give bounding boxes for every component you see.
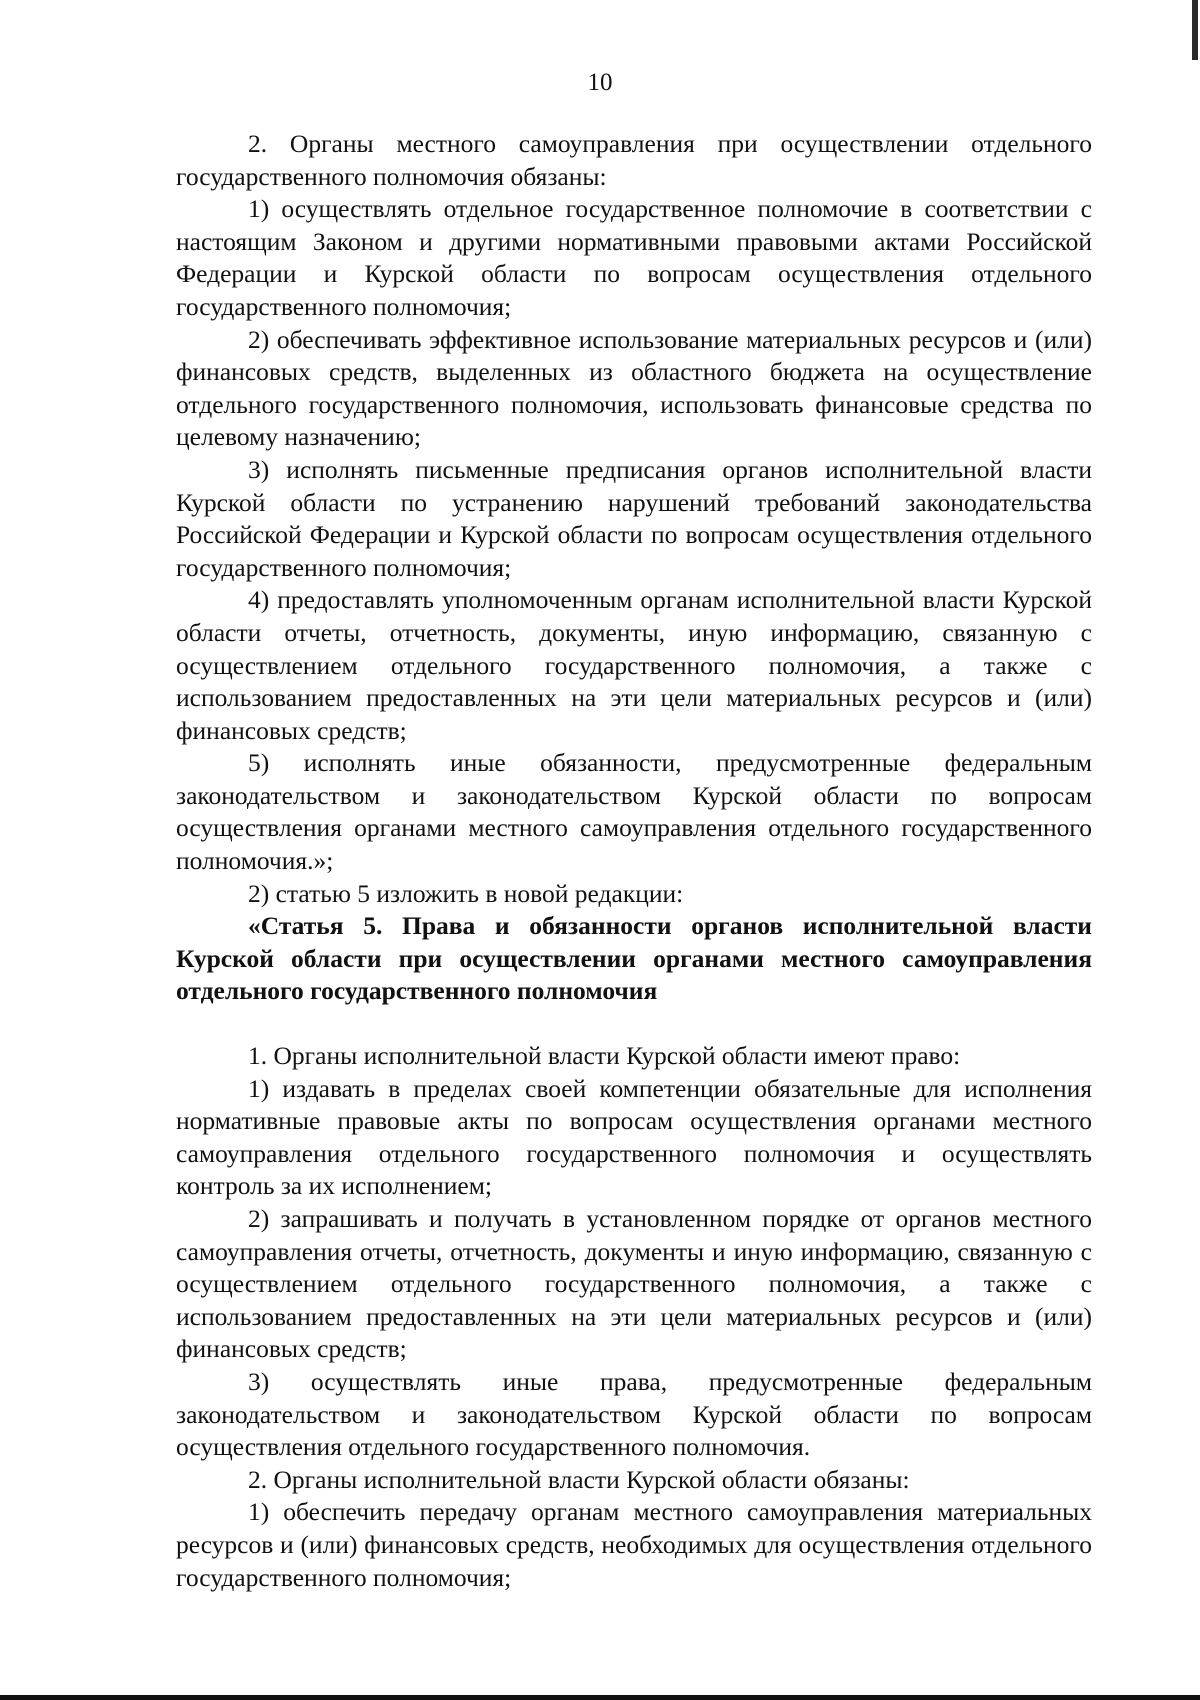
- page-number: 10: [587, 69, 613, 96]
- scan-bottom-edge: [0, 1695, 1200, 1700]
- paragraph-obligation-4: 4) предоставлять уполномоченным органам исполнительной власти Курской области отчеты, отчетность, документы, иную информацию, связанную с осуществлением отдельного государственного полномочия, а также с использованием предоставленных на эти цели материальных ресурсов и (или) финансовых средств;: [176, 585, 1092, 745]
- paragraph-rights-intro: 1. Органы исполнительной власти Курской области имеют право:: [248, 1041, 961, 1071]
- paragraph-amendment-article-5: 2) статью 5 изложить в новой редакции:: [248, 878, 684, 908]
- paragraph-right-2: 2) запрашивать и получать в установленном порядке от органов местного самоуправления отчеты, отчетность, документы и иную информацию, связанную с осуществлением отдельного государственного полномочия, а также с использованием предоставленных на эти цели материальных ресурсов и (или) финансовых средств;: [176, 1204, 1092, 1364]
- paragraph-obligations-intro: 2. Органы местного самоуправления при осуществлении отдельного государственного полномочия обязаны:: [176, 129, 1092, 191]
- document-body: [176, 128, 1092, 1594]
- section-spacer: [176, 1008, 1092, 1040]
- scan-edge-mark: [1192, 0, 1198, 60]
- paragraph-obligation-5: 5) исполнять иные обязанности, предусмотренные федеральным законодательством и законодательством Курской области по вопросам осуществления органами местного самоуправления отдельного государственного полномочия.»;: [176, 748, 1092, 876]
- paragraph-duties-intro: 2. Органы исполнительной власти Курской области обязаны:: [248, 1464, 910, 1494]
- article-5-heading: «Статья 5. Права и обязанности органов исполнительной власти Курской области при осуществлении органами местного самоуправления отдельного государственного полномочия: [176, 911, 1092, 1006]
- paragraph-duty-1: 1) обеспечить передачу органам местного самоуправления материальных ресурсов и (или) финансовых средств, необходимых для осуществления отдельного государственного полномочия;: [176, 1497, 1092, 1592]
- paragraph-obligation-1: 1) осуществлять отдельное государственное полномочие в соответствии с настоящим Законом и другими нормативными правовыми актами Российской Федерации и Курской области по вопросам осуществления отдельного государственного полномочия;: [176, 194, 1092, 321]
- paragraph-right-3: 3) осуществлять иные права, предусмотренные федеральным законодательством и законодательством Курской области по вопросам осуществления отдельного государственного полномочия.: [176, 1366, 1092, 1462]
- paragraph-right-1: 1) издавать в пределах своей компетенции обязательные для исполнения нормативные правовые акты по вопросам осуществления органами местного самоуправления отдельного государственного полномочия и осуществлять контроль за их исполнением;: [176, 1073, 1092, 1201]
- paragraph-obligation-2: 2) обеспечивать эффективное использование материальных ресурсов и (или) финансовых средств, выделенных из областного бюджета на осуществление отдельного государственного полномочия, использовать финансовые средства по целевому назначению;: [176, 324, 1092, 452]
- paragraph-obligation-3: 3) исполнять письменные предписания органов исполнительной власти Курской области по устранению нарушений требований законодательства Российской Федерации и Курской области по вопросам осуществления отдельного государственного полномочия;: [176, 454, 1092, 582]
